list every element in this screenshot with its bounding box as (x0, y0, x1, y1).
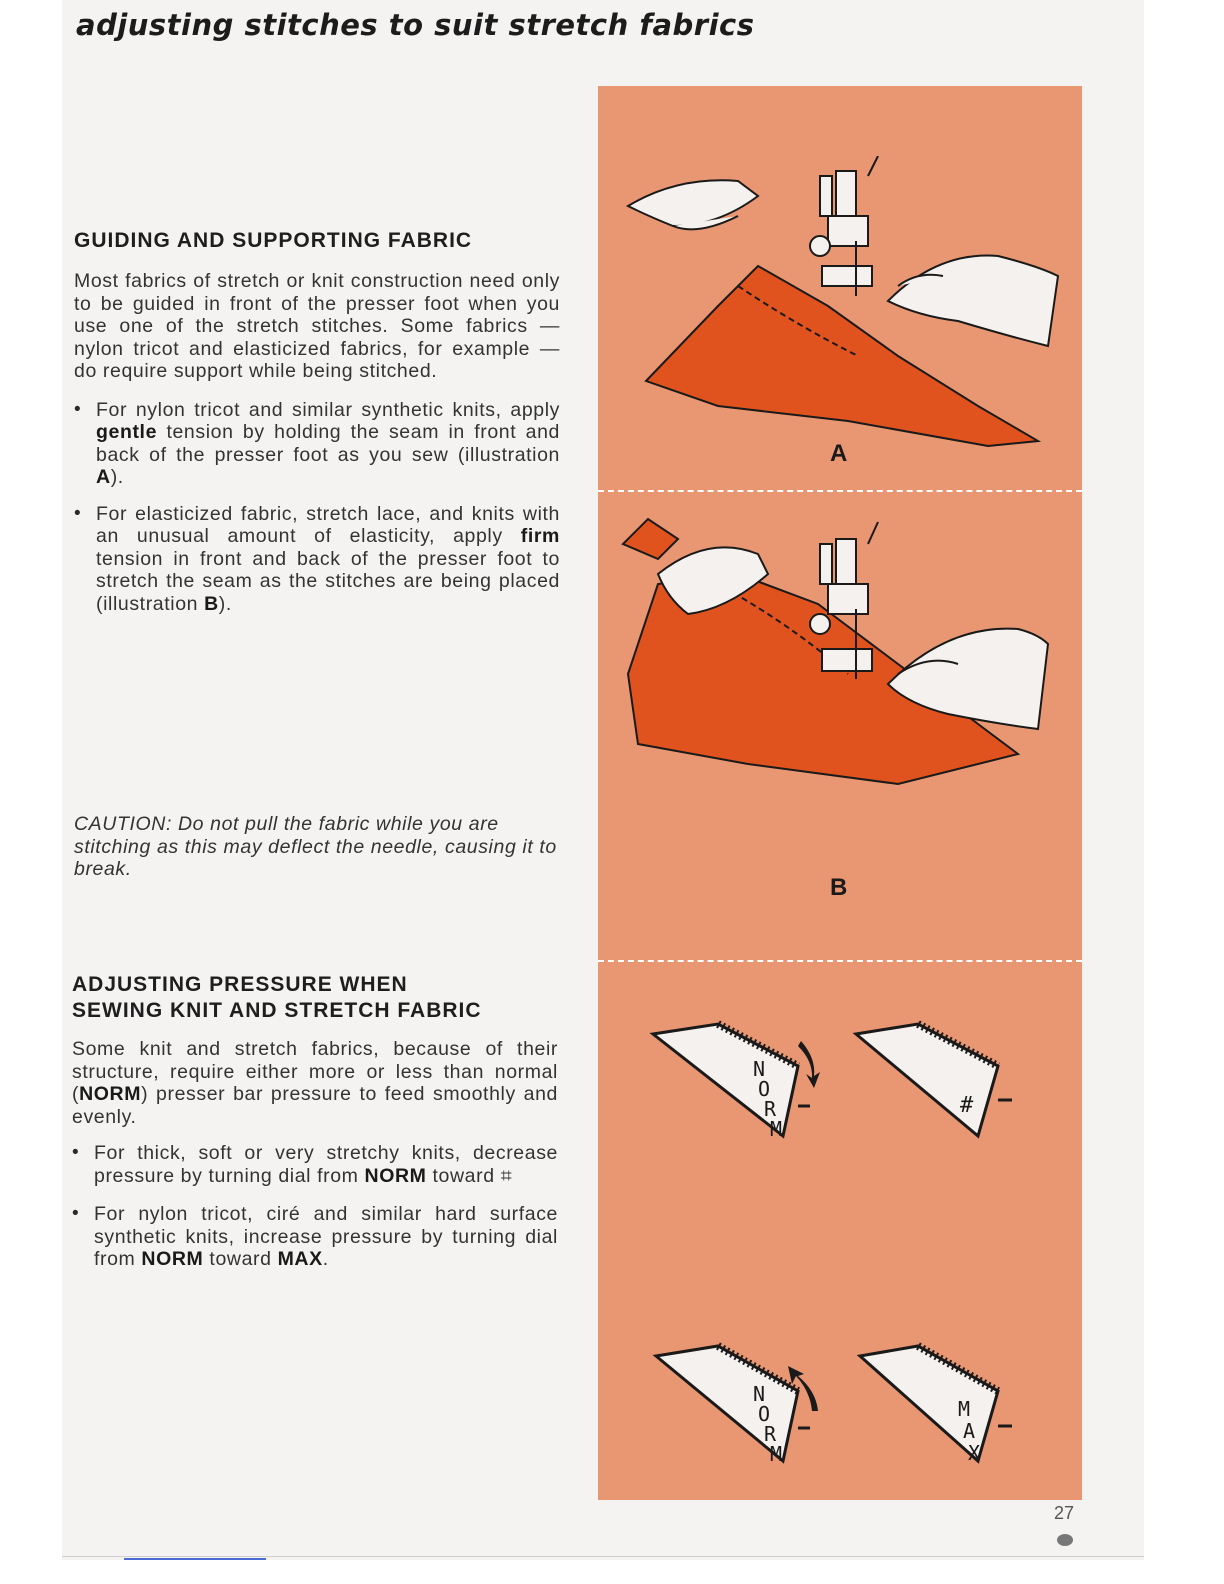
dial-norm-increase (656, 1346, 818, 1466)
bullet-text: For nylon tricot, ciré and similar hard surface synthetic knits, increase pressure by turning dial from NORM toward MAX. (94, 1203, 558, 1270)
section-heading-guiding: GUIDING AND SUPPORTING FABRIC (74, 229, 473, 252)
bullet-text: For elasticized fabric, stretch lace, and knits with an unusual amount of elasticity, apply firm tension in front and back of the presser foot to stretch the seam as the stitches are being placed (illustration B). (96, 502, 560, 615)
dial-letter: M (770, 1442, 783, 1466)
dial-letter: R (764, 1097, 777, 1121)
dial-letter: A (963, 1419, 976, 1443)
bullet-dot: • (74, 398, 81, 420)
fabric-corner-b (623, 519, 678, 559)
pressure-bullet-1 (72, 1142, 558, 1187)
dial-letter: N (753, 1382, 766, 1406)
figure-label-b: B (830, 874, 848, 901)
dial-letter: N (753, 1057, 766, 1081)
section-pressure (72, 972, 558, 1271)
caution-block (74, 813, 558, 881)
dial-max (860, 1346, 1012, 1465)
hand-right-a (888, 256, 1058, 346)
guiding-bullet-1 (74, 399, 560, 489)
guiding-intro: Most fabrics of stretch or knit construction need only to be guided in front of the presser foot when you use one of the stretch stitches. Some fabrics — nylon tricot and elasticized fabrics, for example — do require support while being stitched. (74, 270, 560, 382)
pressure-bullet-2 (72, 1203, 558, 1271)
presser-foot-a (810, 156, 878, 296)
dial-letter: O (758, 1402, 771, 1426)
dial-hash-mark: # (960, 1093, 974, 1118)
dial-letter: M (958, 1397, 971, 1421)
dial-norm-decrease (653, 1024, 820, 1141)
guiding-bullet-2 (74, 503, 560, 616)
footer-rule (62, 1556, 1144, 1557)
caution-text: CAUTION: Do not pull the fabric while you are stitching as this may deflect the needle, causing it to break. (74, 813, 557, 880)
illustration-panel (598, 86, 1082, 1500)
dashed-divider-2 (598, 960, 1082, 962)
dial-letter: O (758, 1077, 771, 1101)
page-number: 27 (1054, 1503, 1075, 1523)
figure-label-a: A (830, 440, 848, 467)
bullet-text: For nylon tricot and similar synthetic knits, apply gentle tension by holding the seam in front and back of the presser foot as you sew (illustration A). (96, 398, 560, 488)
hand-left-a (628, 180, 758, 229)
section-heading-pressure: ADJUSTING PRESSURE WHEN SEWING KNIT AND STRETCH FABRIC (72, 973, 482, 1022)
pressure-intro: Some knit and stretch fabrics, because of their structure, require either more or less than normal (NORM) presser bar pressure to feed smoothly and evenly. (72, 1038, 558, 1128)
bullet-dot: • (74, 502, 81, 524)
footer-accent (124, 1558, 266, 1560)
illustration-b (598, 514, 1082, 814)
dial-letter: R (764, 1422, 777, 1446)
dial-hash (856, 1024, 1012, 1136)
page-title: adjusting stitches to suit stretch fabrics (76, 8, 755, 42)
dials-decrease (598, 1016, 1082, 1176)
dials-increase (598, 1336, 1082, 1496)
bullet-text: For thick, soft or very stretchy knits, decrease pressure by turning dial from NORM toward ⌗ (94, 1142, 558, 1187)
hash-symbol: ⌗ (500, 1163, 513, 1187)
ink-smudge (1054, 1530, 1076, 1548)
arrow-down-icon (798, 1041, 820, 1088)
bullet-dot: • (72, 1142, 79, 1163)
dial-letter: M (770, 1117, 783, 1141)
dial-letter: X (968, 1441, 981, 1465)
bullet-dot: • (72, 1203, 79, 1224)
illustration-a (598, 156, 1082, 486)
section-guiding (74, 228, 560, 615)
dashed-divider-1 (598, 490, 1082, 492)
